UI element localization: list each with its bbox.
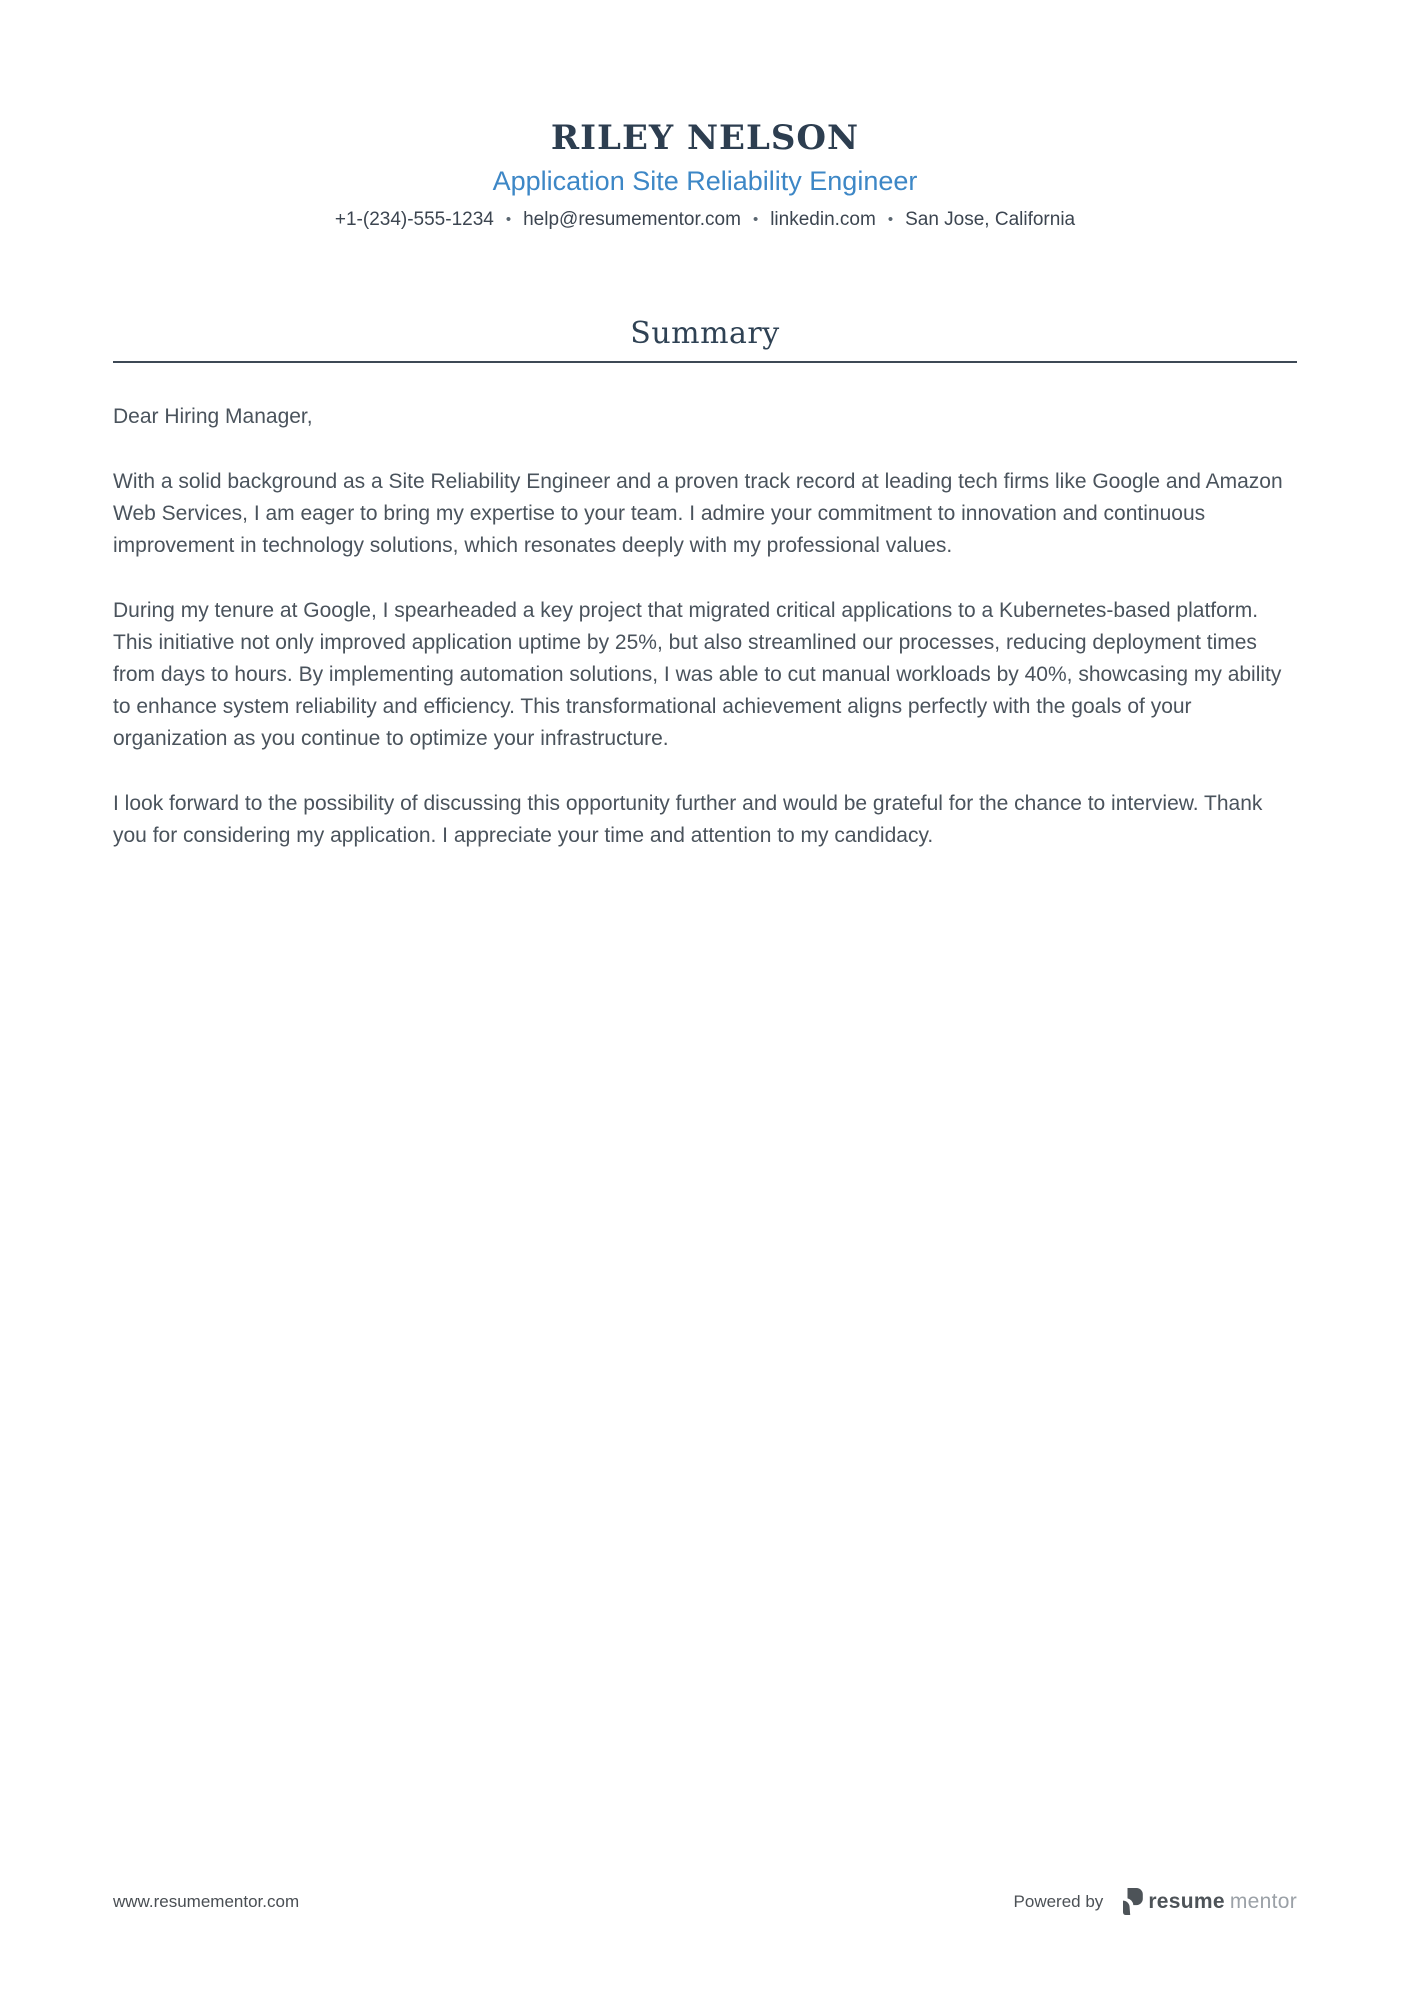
dot-separator: • — [752, 210, 759, 228]
summary-heading: Summary — [630, 315, 780, 351]
summary-section — [113, 316, 1297, 363]
powered-by — [1014, 1888, 1297, 1915]
salutation: Dear Hiring Manager, — [113, 404, 313, 428]
powered-by-label: Powered by — [1013, 1891, 1104, 1911]
letter-paragraph: During my tenure at Google, I spearheaded a key project that migrated critical applications to a Kubernetes-based platform. This initiative not only improved application uptime by 25%, but also streamlined our processes, reducing deployment times from days to hours. By implementing automation solutions, I was able to cut manual workloads by 40%, showcasing my ability to enhance system reliability and efficiency. This transformational achievement aligns perfectly with the goals of your organization as you continue to optimize your infrastructure. — [113, 598, 1282, 750]
letter-paragraph: With a solid background as a Site Reliability Engineer and a proven track record at leading tech firms like Google and Amazon Web Services, I am eager to bring my expertise to your team. I admire your commitment to innovation and continuous improvement in technology solutions, which resonates deeply with my professional values. — [113, 469, 1283, 557]
resumementor-logo-icon — [1121, 1888, 1143, 1915]
dot-separator: • — [887, 210, 894, 228]
letter-body — [113, 401, 1297, 852]
job-title: Application Site Reliability Engineer — [492, 165, 918, 196]
candidate-name: RILEY NELSON — [550, 118, 860, 158]
logo-text-mentor: mentor — [1229, 1889, 1297, 1913]
resumementor-logo[interactable] — [1121, 1888, 1297, 1915]
website-url[interactable]: www.resumementor.com — [113, 1891, 300, 1911]
phone-number: +1-(234)-555-1234 — [334, 208, 494, 230]
dot-separator: • — [505, 210, 512, 228]
letter-paragraph: I look forward to the possibility of discussing this opportunity further and would be grateful for the chance to interview. Thank you for considering my application. I appreciate your time and attention to my candidacy. — [113, 791, 1263, 847]
linkedin-link[interactable]: linkedin.com — [770, 208, 876, 230]
email-address[interactable]: help@resumementor.com — [523, 208, 741, 230]
page-content — [0, 0, 1410, 852]
page-footer — [113, 1888, 1297, 1915]
summary-divider — [113, 361, 1297, 363]
contact-line — [113, 209, 1297, 231]
letter-header — [113, 118, 1297, 231]
logo-text-resume: resume — [1148, 1889, 1225, 1913]
location-text: San Jose, California — [905, 208, 1076, 230]
